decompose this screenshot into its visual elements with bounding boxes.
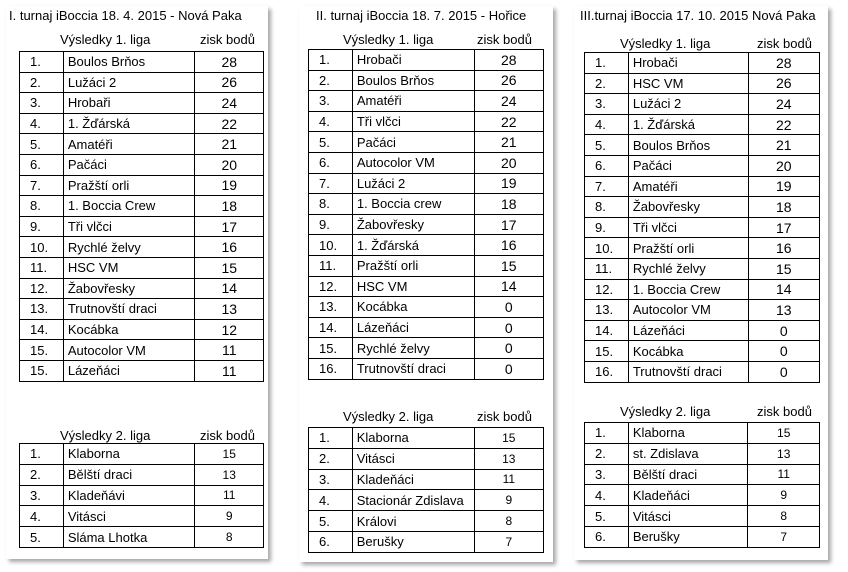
team-cell: Tři vlčci: [63, 216, 195, 237]
rank-cell: 8.: [20, 196, 64, 217]
rank-cell: 2.: [20, 464, 64, 485]
points-cell: 15: [195, 257, 264, 278]
rank-cell: 12.: [309, 276, 353, 297]
table-row: [309, 255, 544, 276]
table-row: [585, 94, 820, 115]
rank-cell: 16.: [585, 361, 629, 382]
rank-cell: 3.: [585, 94, 629, 115]
points-cell: 21: [474, 132, 543, 153]
rank-cell: 9.: [309, 214, 353, 235]
points-cell: 0: [474, 358, 543, 379]
points-cell: 17: [195, 216, 264, 237]
points-cell: 18: [474, 194, 543, 215]
rank-cell: 14.: [309, 317, 353, 338]
liga1-table: [584, 52, 820, 383]
rank-cell: 12.: [585, 279, 629, 300]
points-cell: 13: [748, 300, 819, 321]
rank-cell: 2.: [585, 73, 629, 94]
team-cell: Trutnovští draci: [628, 361, 748, 382]
panel-title: III.turnaj iBoccia 17. 10. 2015 Nová Paka: [580, 8, 816, 23]
rank-cell: 3.: [309, 469, 353, 490]
team-cell: Lužáci 2: [352, 173, 474, 194]
team-cell: HSC VM: [628, 73, 748, 94]
table-row: [309, 214, 544, 235]
table-row: [585, 53, 820, 74]
panel-title: II. turnaj iBoccia 18. 7. 2015 - Hořice: [316, 8, 527, 23]
points-cell: 13: [474, 448, 543, 469]
table-row: [20, 506, 264, 527]
table-row: [20, 257, 264, 278]
rank-cell: 16.: [309, 358, 353, 379]
points-cell: 8: [748, 506, 820, 527]
tournament-panel-1: [6, 6, 268, 559]
points-cell: 26: [748, 73, 819, 94]
rank-cell: 1.: [20, 52, 64, 73]
rank-cell: 5.: [20, 134, 64, 155]
table-row: [585, 341, 820, 362]
rank-cell: 14.: [585, 320, 629, 341]
team-cell: Kladeňáci: [628, 485, 748, 506]
team-cell: Lužáci 2: [63, 72, 195, 93]
table-row: [20, 52, 264, 73]
points-cell: 16: [195, 237, 264, 258]
table-row: [309, 428, 544, 449]
liga2-points-heading: zisk bodů: [757, 404, 812, 419]
points-cell: 18: [748, 197, 819, 218]
liga2-points-heading: zisk bodů: [477, 409, 532, 424]
liga1-table: [308, 49, 544, 380]
team-cell: Trutnovští draci: [352, 358, 474, 379]
table-row: [20, 175, 264, 196]
team-cell: Boulos Brňos: [628, 135, 748, 156]
team-cell: Vitásci: [63, 506, 195, 527]
team-cell: Žabovřesky: [352, 214, 474, 235]
rank-cell: 4.: [585, 485, 629, 506]
points-cell: 14: [748, 279, 819, 300]
team-cell: Hrobaři: [63, 93, 195, 114]
table-row: [585, 320, 820, 341]
table-row: [585, 423, 820, 444]
rank-cell: 6.: [309, 531, 353, 552]
rank-cell: 7.: [20, 175, 64, 196]
team-cell: Rychlé želvy: [352, 338, 474, 359]
team-cell: Stacionár Zdislava: [352, 490, 474, 511]
team-cell: Pačáci: [352, 132, 474, 153]
points-cell: 26: [195, 72, 264, 93]
team-cell: Lázeňáci: [352, 317, 474, 338]
team-cell: Kocábka: [63, 319, 195, 340]
team-cell: Vitásci: [352, 448, 474, 469]
points-cell: 12: [195, 319, 264, 340]
team-cell: Lužáci 2: [628, 94, 748, 115]
rank-cell: 5.: [585, 506, 629, 527]
rank-cell: 11.: [20, 257, 64, 278]
points-cell: 21: [748, 135, 819, 156]
table-row: [20, 278, 264, 299]
points-cell: 8: [474, 511, 543, 532]
team-cell: Vitásci: [628, 506, 748, 527]
rank-cell: 6.: [585, 155, 629, 176]
liga2-table: [19, 443, 264, 548]
points-cell: 28: [748, 53, 819, 74]
points-cell: 0: [748, 341, 819, 362]
table-row: [20, 216, 264, 237]
table-row: [20, 237, 264, 258]
points-cell: 20: [195, 154, 264, 175]
team-cell: Autocolor VM: [628, 300, 748, 321]
team-cell: Klaborna: [352, 428, 474, 449]
table-row: [309, 358, 544, 379]
team-cell: Lázeňáci: [628, 320, 748, 341]
points-cell: 21: [195, 134, 264, 155]
team-cell: 1. Žďárská: [628, 114, 748, 135]
points-cell: 13: [195, 299, 264, 320]
rank-cell: 5.: [20, 527, 64, 548]
table-row: [309, 276, 544, 297]
points-cell: 17: [474, 214, 543, 235]
rank-cell: 7.: [309, 173, 353, 194]
table-row: [585, 176, 820, 197]
table-row: [309, 490, 544, 511]
rank-cell: 11.: [309, 255, 353, 276]
team-cell: Tři vlčci: [352, 111, 474, 132]
rank-cell: 8.: [309, 194, 353, 215]
table-row: [309, 111, 544, 132]
points-cell: 26: [474, 70, 543, 91]
points-cell: 8: [195, 527, 264, 548]
table-row: [20, 93, 264, 114]
points-cell: 14: [474, 276, 543, 297]
points-cell: 0: [748, 361, 819, 382]
rank-cell: 6.: [585, 526, 629, 547]
rank-cell: 13.: [585, 300, 629, 321]
rank-cell: 5.: [585, 135, 629, 156]
liga2-heading: Výsledky 2. liga: [620, 404, 711, 419]
team-cell: Autocolor VM: [63, 340, 195, 361]
team-cell: Královi: [352, 511, 474, 532]
team-cell: Pačáci: [63, 154, 195, 175]
points-cell: 13: [748, 443, 820, 464]
points-cell: 22: [748, 114, 819, 135]
rank-cell: 10.: [20, 237, 64, 258]
points-cell: 15: [748, 423, 820, 444]
points-cell: 9: [748, 485, 820, 506]
team-cell: Amatéři: [628, 176, 748, 197]
liga2-heading: Výsledky 2. liga: [343, 409, 434, 424]
table-row: [585, 361, 820, 382]
table-row: [585, 238, 820, 259]
rank-cell: 5.: [309, 132, 353, 153]
table-row: [309, 531, 544, 552]
team-cell: Klaborna: [63, 444, 195, 465]
team-cell: Lázeňáci: [63, 360, 195, 381]
liga2-table: [584, 422, 820, 548]
rank-cell: 15.: [20, 340, 64, 361]
table-row: [585, 485, 820, 506]
table-row: [309, 91, 544, 112]
rank-cell: 13.: [309, 297, 353, 318]
table-row: [309, 50, 544, 71]
rank-cell: 15.: [20, 360, 64, 381]
table-row: [585, 258, 820, 279]
tournament-panel-3: [574, 6, 828, 560]
rank-cell: 3.: [20, 93, 64, 114]
rank-cell: 5.: [309, 511, 353, 532]
team-cell: Rychlé želvy: [63, 237, 195, 258]
rank-cell: 12.: [20, 278, 64, 299]
rank-cell: 15.: [585, 341, 629, 362]
liga1-heading: Výsledky 1. liga: [60, 32, 151, 47]
tournament-panel-2: [299, 6, 553, 562]
points-cell: 7: [748, 526, 820, 547]
panel-title: I. turnaj iBoccia 18. 4. 2015 - Nová Paka: [9, 8, 242, 23]
table-row: [20, 154, 264, 175]
rank-cell: 3.: [309, 91, 353, 112]
points-cell: 22: [195, 113, 264, 134]
points-cell: 7: [474, 531, 543, 552]
points-cell: 24: [195, 93, 264, 114]
points-cell: 11: [195, 340, 264, 361]
points-cell: 15: [748, 258, 819, 279]
liga1-points-heading: zisk bodů: [757, 36, 812, 51]
liga1-heading: Výsledky 1. liga: [343, 32, 434, 47]
team-cell: Pačáci: [628, 155, 748, 176]
team-cell: Berušky: [628, 526, 748, 547]
rank-cell: 4.: [585, 114, 629, 135]
team-cell: Boulos Brňos: [63, 52, 195, 73]
table-row: [309, 448, 544, 469]
table-row: [20, 196, 264, 217]
team-cell: Pražští orli: [63, 175, 195, 196]
team-cell: Pražští orli: [352, 255, 474, 276]
points-cell: 16: [474, 235, 543, 256]
points-cell: 0: [474, 338, 543, 359]
table-row: [585, 443, 820, 464]
rank-cell: 1.: [585, 53, 629, 74]
points-cell: 0: [748, 320, 819, 341]
table-row: [309, 235, 544, 256]
table-row: [20, 319, 264, 340]
team-cell: Amatéři: [63, 134, 195, 155]
points-cell: 9: [474, 490, 543, 511]
table-row: [585, 217, 820, 238]
points-cell: 19: [195, 175, 264, 196]
table-row: [585, 506, 820, 527]
rank-cell: 4.: [20, 506, 64, 527]
points-cell: 24: [474, 91, 543, 112]
liga1-table: [19, 51, 264, 382]
rank-cell: 7.: [585, 176, 629, 197]
points-cell: 13: [195, 464, 264, 485]
table-row: [20, 134, 264, 155]
points-cell: 11: [748, 464, 820, 485]
rank-cell: 3.: [20, 485, 64, 506]
rank-cell: 2.: [585, 443, 629, 464]
table-row: [20, 527, 264, 548]
points-cell: 16: [748, 238, 819, 259]
liga2-points-heading: zisk bodů: [200, 428, 255, 443]
table-row: [309, 469, 544, 490]
rank-cell: 4.: [20, 113, 64, 134]
table-row: [585, 279, 820, 300]
liga1-points-heading: zisk bodů: [477, 32, 532, 47]
table-row: [585, 155, 820, 176]
rank-cell: 2.: [309, 70, 353, 91]
team-cell: HSC VM: [63, 257, 195, 278]
team-cell: Žabovřesky: [628, 197, 748, 218]
points-cell: 22: [474, 111, 543, 132]
points-cell: 20: [474, 152, 543, 173]
table-row: [309, 152, 544, 173]
rank-cell: 1.: [585, 423, 629, 444]
rank-cell: 1.: [309, 428, 353, 449]
table-row: [20, 444, 264, 465]
rank-cell: 4.: [309, 111, 353, 132]
team-cell: 1. Žďárská: [63, 113, 195, 134]
points-cell: 11: [474, 469, 543, 490]
team-cell: st. Zdislava: [628, 443, 748, 464]
points-cell: 20: [748, 155, 819, 176]
points-cell: 11: [195, 360, 264, 381]
table-row: [309, 173, 544, 194]
table-row: [20, 340, 264, 361]
table-row: [585, 114, 820, 135]
rank-cell: 1.: [309, 50, 353, 71]
team-cell: 1. Žďárská: [352, 235, 474, 256]
team-cell: Trutnovští draci: [63, 299, 195, 320]
team-cell: Kladeňávi: [63, 485, 195, 506]
points-cell: 19: [748, 176, 819, 197]
points-cell: 18: [195, 196, 264, 217]
rank-cell: 11.: [585, 258, 629, 279]
table-row: [585, 464, 820, 485]
team-cell: Žabovřesky: [63, 278, 195, 299]
rank-cell: 3.: [585, 464, 629, 485]
rank-cell: 2.: [309, 448, 353, 469]
rank-cell: 2.: [20, 72, 64, 93]
team-cell: Hrobači: [352, 50, 474, 71]
table-row: [585, 197, 820, 218]
points-cell: 11: [195, 485, 264, 506]
team-cell: HSC VM: [352, 276, 474, 297]
team-cell: Kladeňáci: [352, 469, 474, 490]
table-row: [309, 338, 544, 359]
points-cell: 17: [748, 217, 819, 238]
team-cell: Kocábka: [352, 297, 474, 318]
rank-cell: 8.: [585, 197, 629, 218]
team-cell: Pražští orli: [628, 238, 748, 259]
rank-cell: 10.: [309, 235, 353, 256]
table-row: [20, 113, 264, 134]
points-cell: 28: [195, 52, 264, 73]
team-cell: 1. Boccia Crew: [63, 196, 195, 217]
liga1-heading: Výsledky 1. liga: [620, 36, 711, 51]
table-row: [20, 299, 264, 320]
rank-cell: 4.: [309, 490, 353, 511]
team-cell: Kocábka: [628, 341, 748, 362]
liga2-table: [308, 427, 544, 553]
team-cell: Klaborna: [628, 423, 748, 444]
rank-cell: 6.: [20, 154, 64, 175]
points-cell: 15: [195, 444, 264, 465]
points-cell: 15: [474, 255, 543, 276]
team-cell: Bělští draci: [63, 464, 195, 485]
table-row: [20, 464, 264, 485]
team-cell: Sláma Lhotka: [63, 527, 195, 548]
team-cell: Tři vlčci: [628, 217, 748, 238]
table-row: [309, 511, 544, 532]
rank-cell: 10.: [585, 238, 629, 259]
table-row: [309, 132, 544, 153]
points-cell: 9: [195, 506, 264, 527]
table-row: [20, 360, 264, 381]
points-cell: 28: [474, 50, 543, 71]
rank-cell: 14.: [20, 319, 64, 340]
table-row: [309, 194, 544, 215]
rank-cell: 9.: [20, 216, 64, 237]
table-row: [585, 135, 820, 156]
rank-cell: 6.: [309, 152, 353, 173]
table-row: [309, 317, 544, 338]
team-cell: 1. Boccia Crew: [628, 279, 748, 300]
rank-cell: 15.: [309, 338, 353, 359]
table-row: [309, 297, 544, 318]
team-cell: Autocolor VM: [352, 152, 474, 173]
table-row: [585, 73, 820, 94]
table-row: [20, 485, 264, 506]
team-cell: Rychlé želvy: [628, 258, 748, 279]
team-cell: Boulos Brňos: [352, 70, 474, 91]
rank-cell: 13.: [20, 299, 64, 320]
points-cell: 19: [474, 173, 543, 194]
table-row: [585, 526, 820, 547]
points-cell: 14: [195, 278, 264, 299]
table-row: [20, 72, 264, 93]
table-row: [585, 300, 820, 321]
points-cell: 24: [748, 94, 819, 115]
rank-cell: 9.: [585, 217, 629, 238]
team-cell: Hrobači: [628, 53, 748, 74]
points-cell: 15: [474, 428, 543, 449]
table-row: [309, 70, 544, 91]
liga1-points-heading: zisk bodů: [200, 32, 255, 47]
team-cell: 1. Boccia crew: [352, 194, 474, 215]
points-cell: 0: [474, 317, 543, 338]
points-cell: 0: [474, 297, 543, 318]
team-cell: Amatéři: [352, 91, 474, 112]
liga2-heading: Výsledky 2. liga: [60, 428, 151, 443]
team-cell: Bělští draci: [628, 464, 748, 485]
team-cell: Berušky: [352, 531, 474, 552]
rank-cell: 1.: [20, 444, 64, 465]
